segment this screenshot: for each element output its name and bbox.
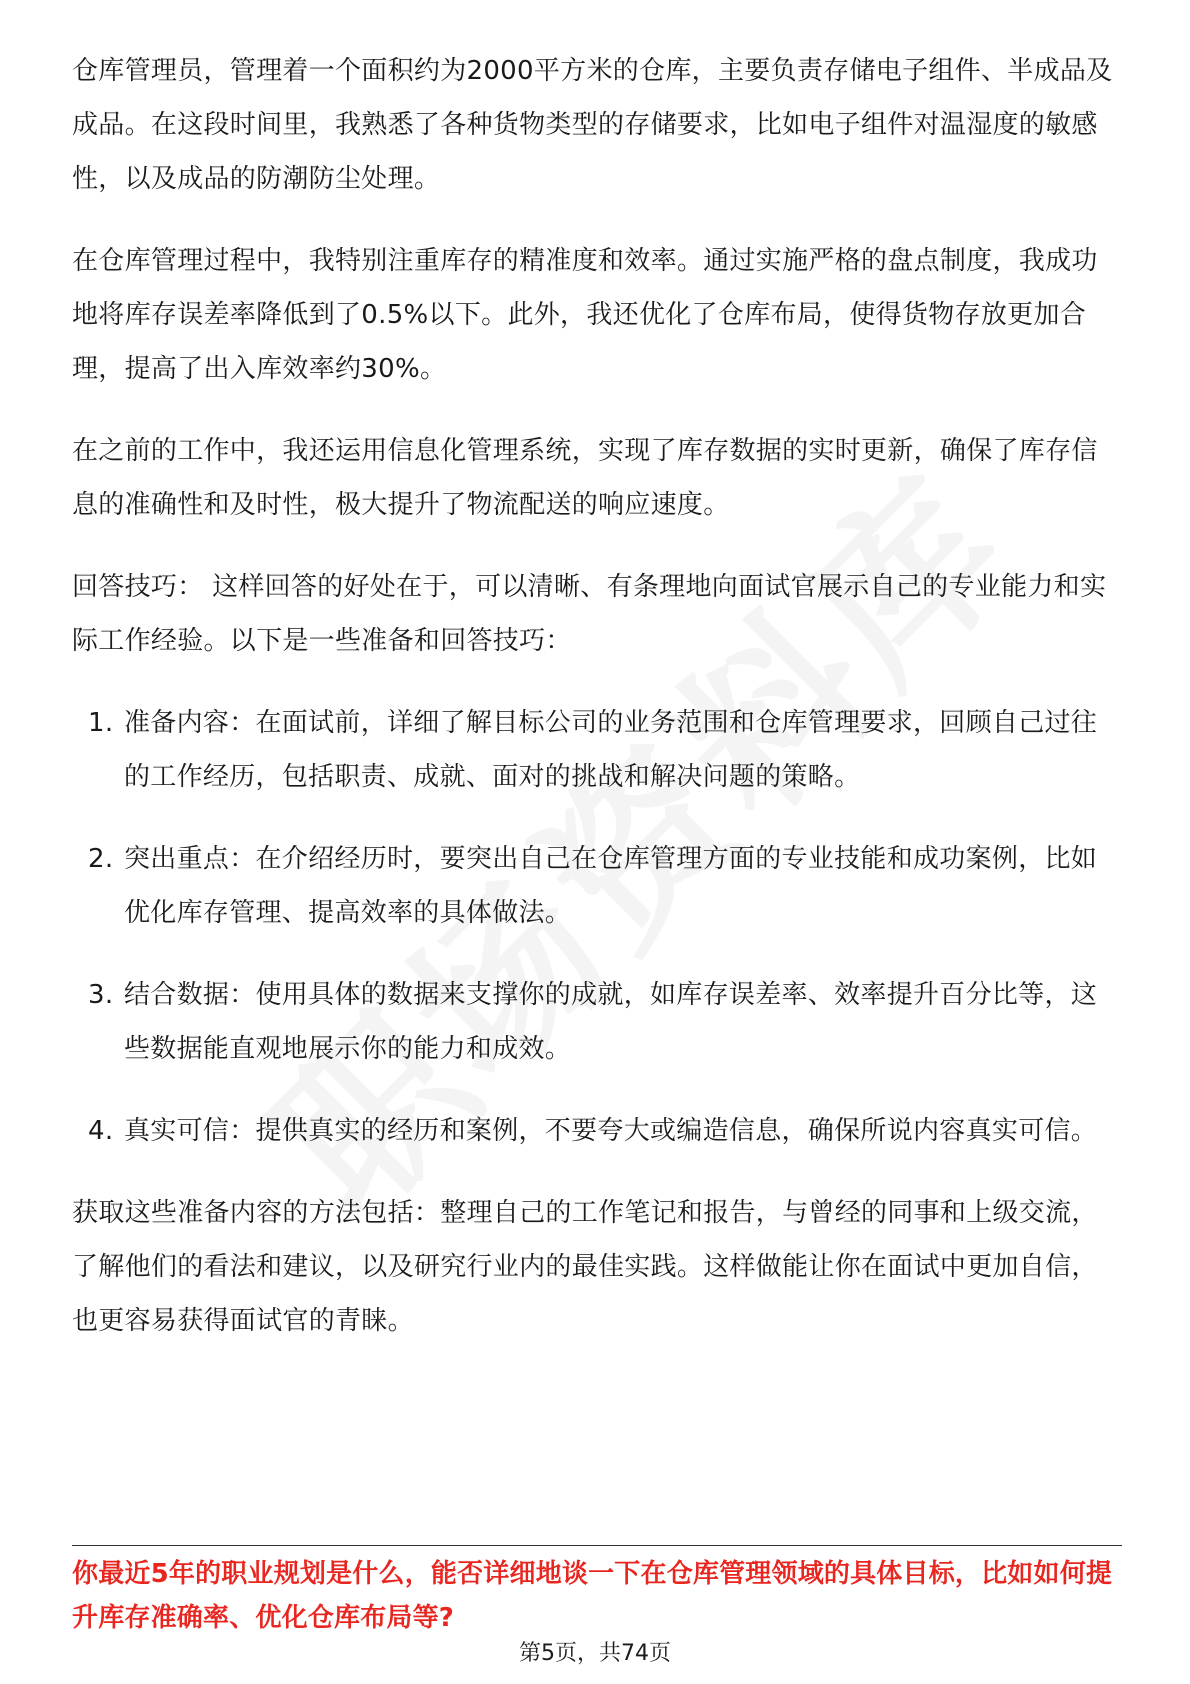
list-item — [72, 832, 1122, 940]
paragraph-experience: 仓库管理员，管理着一个面积约为2000平方米的仓库，主要负责存储电子组件、半成品及成品。在这段时间里，我熟悉了各种货物类型的存储要求，比如电子组件对温湿度的敏感性，以及成品的防潮防尘处理。 — [72, 56, 1113, 194]
list-item-text: 真实可信：提供真实的经历和案例，不要夸大或编造信息，确保所说内容真实可信。 — [124, 1116, 1098, 1146]
list-item-number: 1. — [88, 708, 114, 738]
list-item — [72, 696, 1122, 804]
page-content — [72, 44, 1122, 1376]
list-item-text: 结合数据：使用具体的数据来支撑你的成就，如库存误差率、效率提升百分比等，这些数据能直观地展示你的能力和成效。 — [124, 980, 1098, 1064]
paragraph-answer-tips: 回答技巧： 这样回答的好处在于，可以清晰、有条理地向面试官展示自己的专业能力和实际工作经验。以下是一些准备和回答技巧： — [72, 572, 1107, 656]
next-question-heading: 你最近5年的职业规划是什么，能否详细地谈一下在仓库管理领域的具体目标，比如如何提升库存准确率、优化仓库布局等? — [72, 1559, 1113, 1633]
tips-list — [72, 696, 1122, 1158]
list-item — [72, 1104, 1122, 1158]
paragraph-system: 在之前的工作中，我还运用信息化管理系统，实现了库存数据的实时更新，确保了库存信息的准确性和及时性，极大提升了物流配送的响应速度。 — [72, 436, 1098, 520]
paragraph-accuracy: 在仓库管理过程中，我特别注重库存的精准度和效率。通过实施严格的盘点制度，我成功地将库存误差率降低到了0.5%以下。此外，我还优化了仓库布局，使得货物存放更加合理，提高了出入库效率约30%。 — [72, 246, 1098, 384]
list-item-number: 4. — [88, 1116, 114, 1146]
page-number-footer: 第5页，共74页 — [519, 1641, 671, 1666]
section-divider — [72, 1545, 1122, 1546]
paragraph-closing: 获取这些准备内容的方法包括：整理自己的工作笔记和报告，与曾经的同事和上级交流，了解他们的看法和建议，以及研究行业内的最佳实践。这样做能让你在面试中更加自信，也更容易获得面试官的青睐。 — [72, 1198, 1098, 1336]
list-item — [72, 968, 1122, 1076]
list-item-text: 准备内容：在面试前，详细了解目标公司的业务范围和仓库管理要求，回顾自己过往的工作经历，包括职责、成就、面对的挑战和解决问题的策略。 — [124, 708, 1098, 792]
list-item-number: 2. — [88, 844, 114, 874]
list-item-text: 突出重点：在介绍经历时，要突出自己在仓库管理方面的专业技能和成功案例，比如优化库存管理、提高效率的具体做法。 — [124, 844, 1098, 928]
list-item-number: 3. — [88, 980, 114, 1010]
